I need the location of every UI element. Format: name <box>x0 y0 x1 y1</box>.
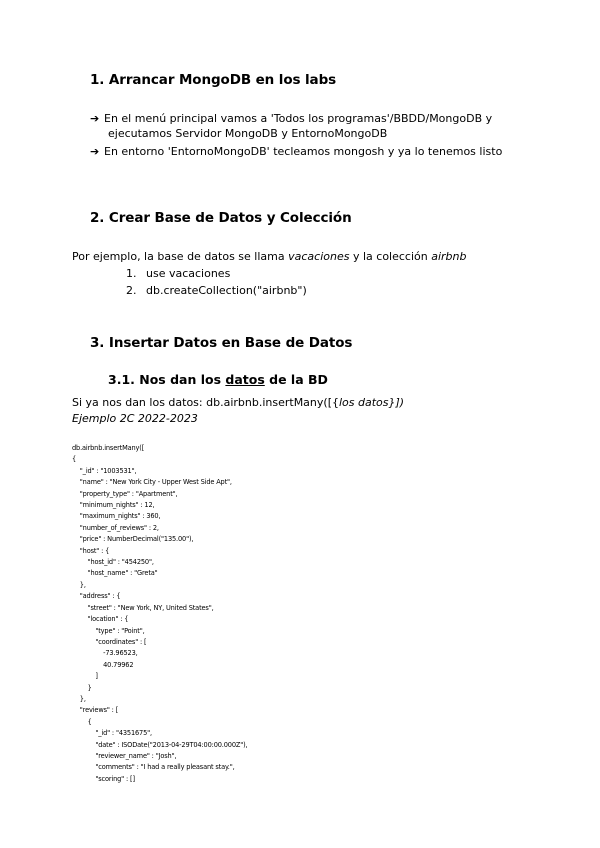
step-number: 1. <box>126 267 137 280</box>
code-line: "host_id" : "454250", <box>72 558 154 567</box>
code-line: "type" : "Point", <box>72 626 145 635</box>
datos-link[interactable]: datos <box>225 372 265 387</box>
code-line: "date" : ISODate("2013-04-29T04:00:00.000Z"), <box>72 740 248 749</box>
code-line: { <box>72 717 92 726</box>
code-line: db.airbnb.insertMany([ <box>72 444 145 452</box>
intro-text: y la colección <box>349 250 432 263</box>
section-1-heading: 1. Arrancar MongoDB en los labs <box>90 72 337 88</box>
code-line: "host_name" : "Greta" <box>72 569 158 578</box>
arrow-icon: ➔ <box>90 145 100 158</box>
code-line: }, <box>72 694 86 703</box>
code-line: "address" : { <box>72 592 121 601</box>
step-text: db.createCollection("airbnb") <box>146 284 307 297</box>
step-text: use vacaciones <box>146 267 231 280</box>
step-number: 2. <box>126 284 137 297</box>
code-block <box>72 443 248 785</box>
section-2-heading: 2. Crear Base de Datos y Colección <box>90 210 352 226</box>
code-line: "property_type" : "Apartment", <box>72 489 178 498</box>
instruction-placeholder: los datos <box>339 396 389 409</box>
code-line: }, <box>72 580 86 589</box>
code-line: "name" : "New York City - Upper West Side Apt", <box>72 478 232 487</box>
code-line: "reviews" : [ <box>72 706 119 715</box>
code-line: -73.96523, <box>72 649 138 658</box>
code-line: "comments" : "I had a really pleasant stay.", <box>72 763 235 772</box>
code-line: "number_of_reviews" : 2, <box>72 523 159 532</box>
code-line: "coordinates" : [ <box>72 637 147 646</box>
section-3-heading: 3. Insertar Datos en Base de Datos <box>90 335 353 351</box>
example-label: Ejemplo 2C 2022-2023 <box>72 412 198 425</box>
bullet-text: En entorno 'EntornoMongoDB' tecleamos mongosh y ya lo tenemos listo <box>104 145 503 158</box>
step-item <box>126 284 307 297</box>
code-line: "_id" : "1003531", <box>72 466 137 475</box>
database-name: vacaciones <box>288 250 350 263</box>
section-2-intro <box>72 250 466 263</box>
collection-name: airbnb <box>431 250 467 263</box>
subheading-text: de la BD <box>264 372 328 387</box>
code-line: "minimum_nights" : 12, <box>72 501 155 510</box>
bullet-item <box>90 145 502 160</box>
code-line: "host" : { <box>72 546 110 555</box>
code-line: } <box>72 683 92 692</box>
bullet-continuation: ejecutamos Servidor MongoDB y EntornoMongoDB <box>108 127 388 140</box>
code-line: "street" : "New York, NY, United States", <box>72 603 214 612</box>
code-line: "scoring" : [] <box>72 774 135 783</box>
code-line: "maximum_nights" : 360, <box>72 512 161 521</box>
code-line: "reviewer_name" : "Josh", <box>72 751 177 760</box>
code-line: 40.79962 <box>72 660 134 669</box>
bullet-text: En el menú principal vamos a 'Todos los programas'/BBDD/MongoDB y <box>104 112 493 125</box>
arrow-icon: ➔ <box>90 112 100 125</box>
code-line: "_id" : "4351675", <box>72 729 152 738</box>
code-line: { <box>72 455 77 464</box>
subheading-text: 3.1. Nos dan los <box>108 372 226 387</box>
code-line: ] <box>72 672 98 681</box>
instruction-text: }]) <box>388 396 405 409</box>
instruction-text: Si ya nos dan los datos: db.airbnb.insertMany([{ <box>72 396 339 409</box>
code-line: "location" : { <box>72 615 129 624</box>
bullet-item <box>90 112 492 127</box>
insert-instruction <box>72 396 404 409</box>
step-item <box>126 267 230 280</box>
code-line: "price" : NumberDecimal("135.00"), <box>72 535 194 544</box>
intro-text: Por ejemplo, la base de datos se llama <box>72 250 289 263</box>
subsection-3-1-heading <box>108 372 328 387</box>
